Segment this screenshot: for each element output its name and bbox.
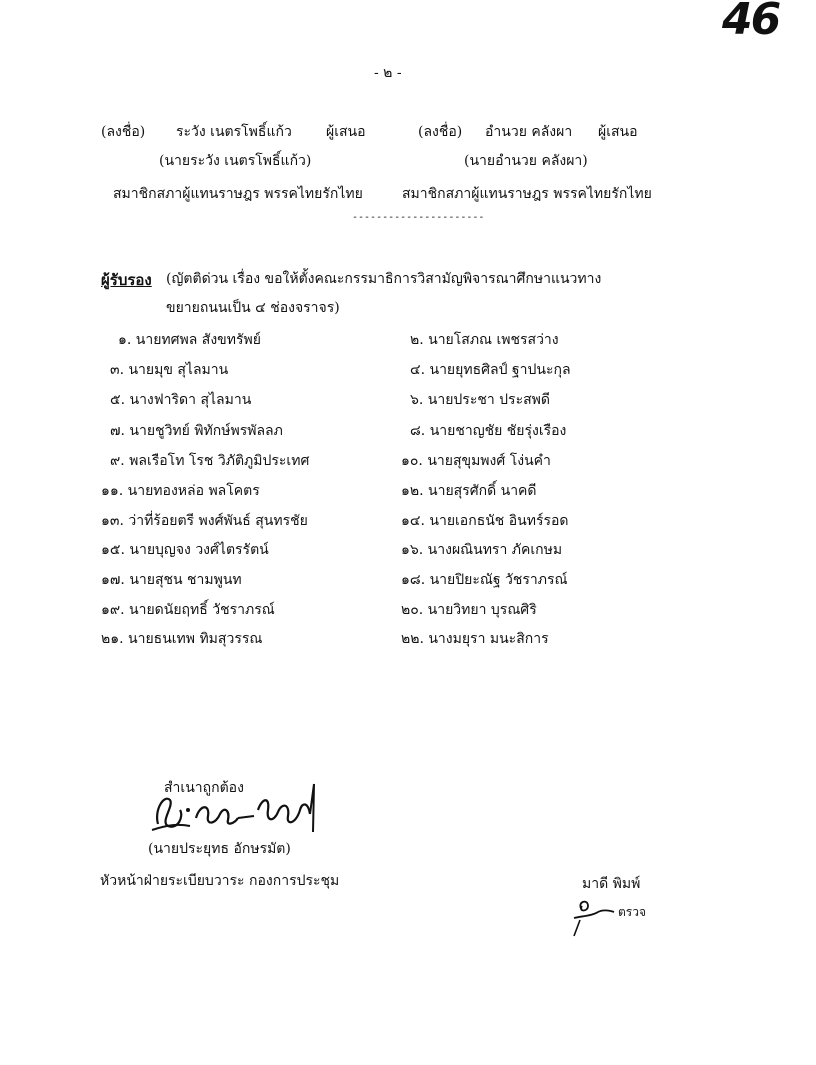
- endorser-entry: ๑๑. นายทองหล่อ พลโคตร: [101, 483, 260, 499]
- endorser-entry: ๒๒. นางมยุรา มนะสิการ: [401, 631, 549, 647]
- endorser-entry: ๑๗. นายสุชน ชามพูนท: [101, 572, 242, 588]
- certifier-title: หัวหน้าฝ่ายระเบียบวาระ กองการประชุม: [100, 873, 340, 889]
- typist-label: มาดี พิมพ์: [582, 876, 641, 892]
- endorsers-heading: ผู้รับรอง: [101, 271, 152, 289]
- endorser-entry: ๑๘. นายปิยะณัฐ วัชราภรณ์: [401, 572, 568, 588]
- proposer-left-position: สมาชิกสภาผู้แทนราษฎร พรรคไทยรักไทย: [113, 186, 363, 202]
- endorsers-subject-line2: ขยายถนนเป็น ๔ ช่องจราจร): [166, 300, 340, 316]
- endorser-entry: ๑. นายทศพล สังขทรัพย์: [118, 332, 261, 348]
- endorser-entry: ๕. นางฟาริดา สุไลมาน: [110, 392, 252, 408]
- endorser-entry: ๑๔. นายเอกธนัช อินทร์รอด: [401, 513, 569, 529]
- endorser-entry: ๗. นายชูวิทย์ พิทักษ์พรพัลลภ: [110, 423, 283, 439]
- endorser-entry: ๑๐. นายสุขุมพงศ์ โง่นคำ: [401, 453, 551, 469]
- endorser-entry: ๘. นายชาญชัย ชัยรุ่งเรือง: [410, 423, 567, 439]
- certification-label: สำเนาถูกต้อง: [164, 780, 244, 796]
- endorser-entry: ๑๙. นายดนัยฤทธิ์ วัชราภรณ์: [101, 602, 275, 618]
- certifier-signature: [150, 780, 325, 840]
- proposer-right-sign-name: อำนวย คลังผา: [485, 124, 573, 140]
- endorser-entry: ๑๖. นางผณินทรา ภัคเกษม: [401, 542, 563, 558]
- checker-initials: [568, 896, 618, 940]
- proposer-left-sign-label: (ลงชื่อ): [101, 124, 146, 140]
- proposer-right-position: สมาชิกสภาผู้แทนราษฎร พรรคไทยรักไทย: [402, 186, 652, 202]
- certifier-printed-name: (นายประยุทธ อักษรมัต): [148, 841, 291, 857]
- endorsers-subject-line1: (ญัตติด่วน เรื่อง ขอให้ตั้งคณะกรรมาธิการวิสามัญพิจารณาศึกษาแนวทาง: [166, 271, 602, 287]
- endorser-entry: ๔. นายยุทธศิลป์ ฐาปนะกุล: [410, 362, 571, 378]
- page-marker: - ๒ -: [374, 65, 402, 81]
- checker-label: ตรวจ: [618, 905, 647, 919]
- endorser-entry: ๒๑. นายธนเทพ ทิมสุวรรณ: [101, 631, 263, 647]
- endorser-entry: ๑๒. นายสุรศักดิ์ นาคดี: [401, 483, 537, 499]
- proposer-right-role: ผู้เสนอ: [598, 124, 638, 140]
- proposer-right-printed-name: (นายอำนวย คลังผา): [464, 153, 588, 169]
- handwritten-page-number: 46: [722, 0, 780, 45]
- section-separator: ----------------------: [352, 212, 485, 223]
- endorser-entry: ๒. นายโสภณ เพชรสว่าง: [410, 332, 559, 348]
- endorser-entry: ๙. พลเรือโท โรช วิภัติภูมิประเทศ: [110, 453, 310, 469]
- proposer-left-role: ผู้เสนอ: [326, 124, 366, 140]
- endorser-entry: ๑๕. นายบุญจง วงศ์ไตรรัตน์: [101, 542, 269, 558]
- endorser-entry: ๓. นายมุข สุไลมาน: [110, 362, 229, 378]
- proposer-right-sign-label: (ลงชื่อ): [418, 124, 463, 140]
- endorser-entry: ๒๐. นายวิทยา บุรณศิริ: [401, 602, 537, 618]
- endorser-entry: ๖. นายประชา ประสพดี: [410, 392, 550, 408]
- proposer-left-printed-name: (นายระวัง เนตรโพธิ์แก้ว): [159, 153, 312, 169]
- endorser-entry: ๑๓. ว่าที่ร้อยตรี พงศ์พันธ์ สุนทรชัย: [101, 513, 308, 529]
- proposer-left-sign-name: ระวัง เนตรโพธิ์แก้ว: [176, 124, 292, 140]
